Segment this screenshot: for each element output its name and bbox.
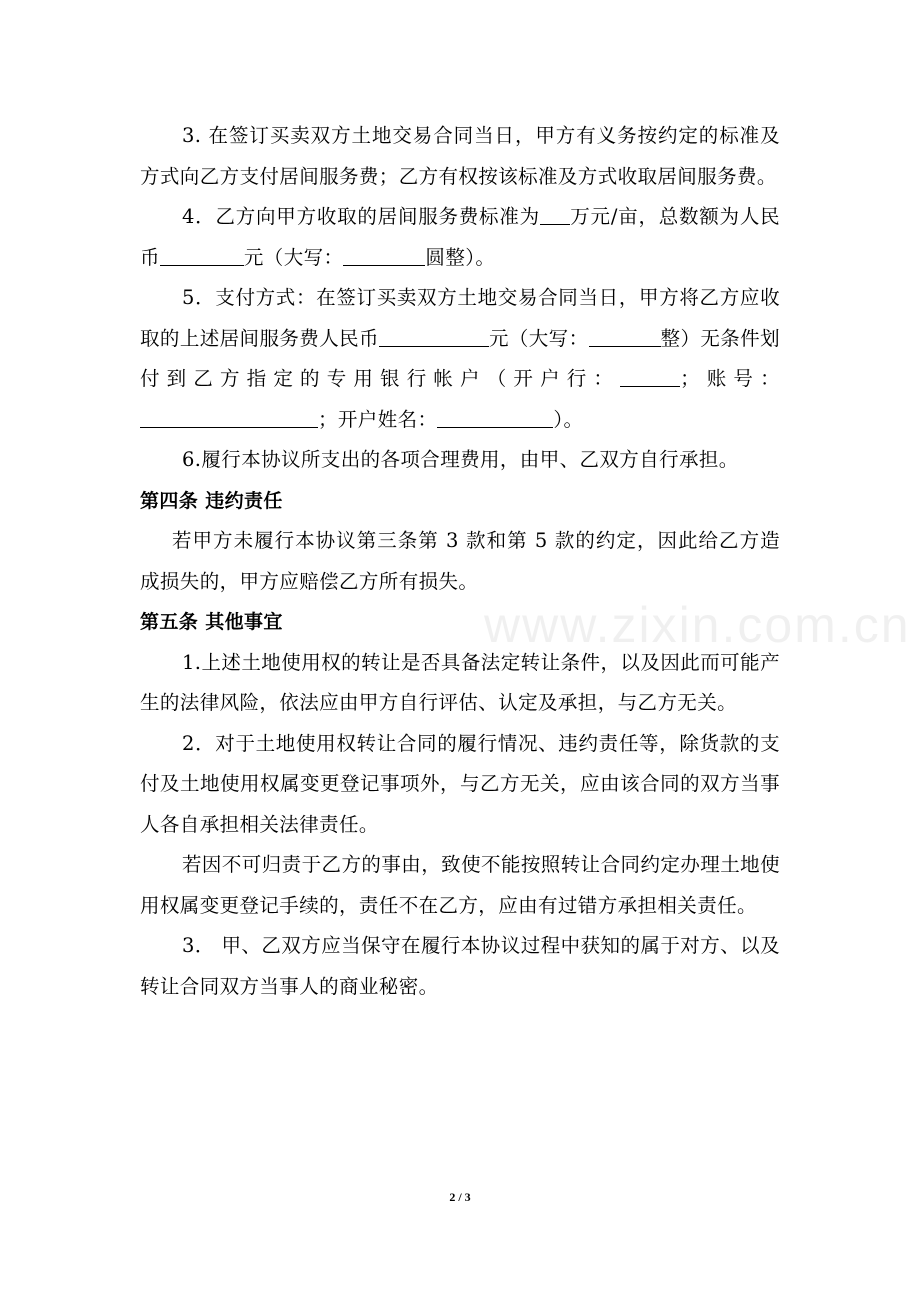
item5-text-f: ）。 — [553, 407, 584, 431]
page-number: 2 / 3 — [449, 1190, 471, 1204]
clause5-title: 第五条 其他事宜 — [140, 611, 283, 633]
blank-account-name[interactable] — [437, 405, 553, 428]
clause3-item6: 6.履行本协议所支出的各项合理费用，由甲、乙双方自行承担。 — [182, 448, 739, 471]
item5-text-c: 整）无条件划付到乙方指定的专用银行帐户（开户行： — [140, 326, 780, 390]
blank-account-number[interactable] — [140, 405, 318, 428]
clause5-item3: 3． 甲、乙双方应当保守在履行本协议过程中获知的属于对方、以及转让合同双方当事人的商业秘密。 — [140, 934, 780, 998]
item5-text-b: 元（大写： — [488, 326, 589, 350]
clause4-title: 第四条 违约责任 — [140, 489, 283, 512]
item4-text-d: 圆整）。 — [425, 245, 496, 269]
blank-fee-amount-words[interactable] — [589, 324, 661, 347]
blank-total-amount[interactable] — [160, 243, 244, 266]
item5-text-a: 5．支付方式：在签订买卖双方土地交易合同当日，甲方将乙方应收取的上述居间服务费人民币 — [140, 286, 780, 350]
item4-text-c: 元（大写： — [243, 245, 344, 269]
clause5-item1: 1.上述土地使用权的转让是否具备法定转让条件，以及因此而可能产生的法律风险，依法应由甲方自行评估、认定及承担，与乙方无关。 — [140, 650, 780, 714]
item4-text-b: 万元/亩，总数额为人民币 — [140, 205, 780, 269]
clause3-item5 — [140, 278, 780, 440]
item5-text-e: ；开户姓名： — [318, 407, 438, 431]
clause5-item2: 2．对于土地使用权转让合同的履行情况、违约责任等，除货款的支付及土地使用权属变更登记事项外，与乙方无关，应由该合同的双方当事人各自承担相关法律责任。 — [140, 731, 780, 836]
item5-text-d: ；账号： — [680, 367, 780, 390]
blank-bank-name[interactable] — [620, 364, 680, 387]
clause3-item4 — [140, 197, 780, 278]
blank-price-per-mu[interactable] — [540, 202, 570, 225]
blank-total-amount-words[interactable] — [343, 243, 425, 266]
watermark: www.zixin.com.cn — [484, 597, 911, 653]
document-page — [140, 116, 780, 1007]
clause5-item2-extra: 若因不可归责于乙方的事由，致使不能按照转让合同约定办理土地使用权属变更登记手续的，责任不在乙方，应由有过错方承担相关责任。 — [140, 853, 780, 917]
blank-fee-amount[interactable] — [379, 324, 489, 347]
item4-text-a: 4．乙方向甲方收取的居间服务费标准为 — [182, 205, 540, 228]
clause4-text: 若甲方未履行本协议第三条第 3 款和第 5 款的约定，因此给乙方造成损失的，甲方应赔偿乙方所有损失。 — [140, 529, 780, 593]
clause3-item3: 3. 在签订买卖双方土地交易合同当日，甲方有义务按约定的标准及方式向乙方支付居间服务费；乙方有权按该标准及方式收取居间服务费。 — [140, 124, 780, 188]
